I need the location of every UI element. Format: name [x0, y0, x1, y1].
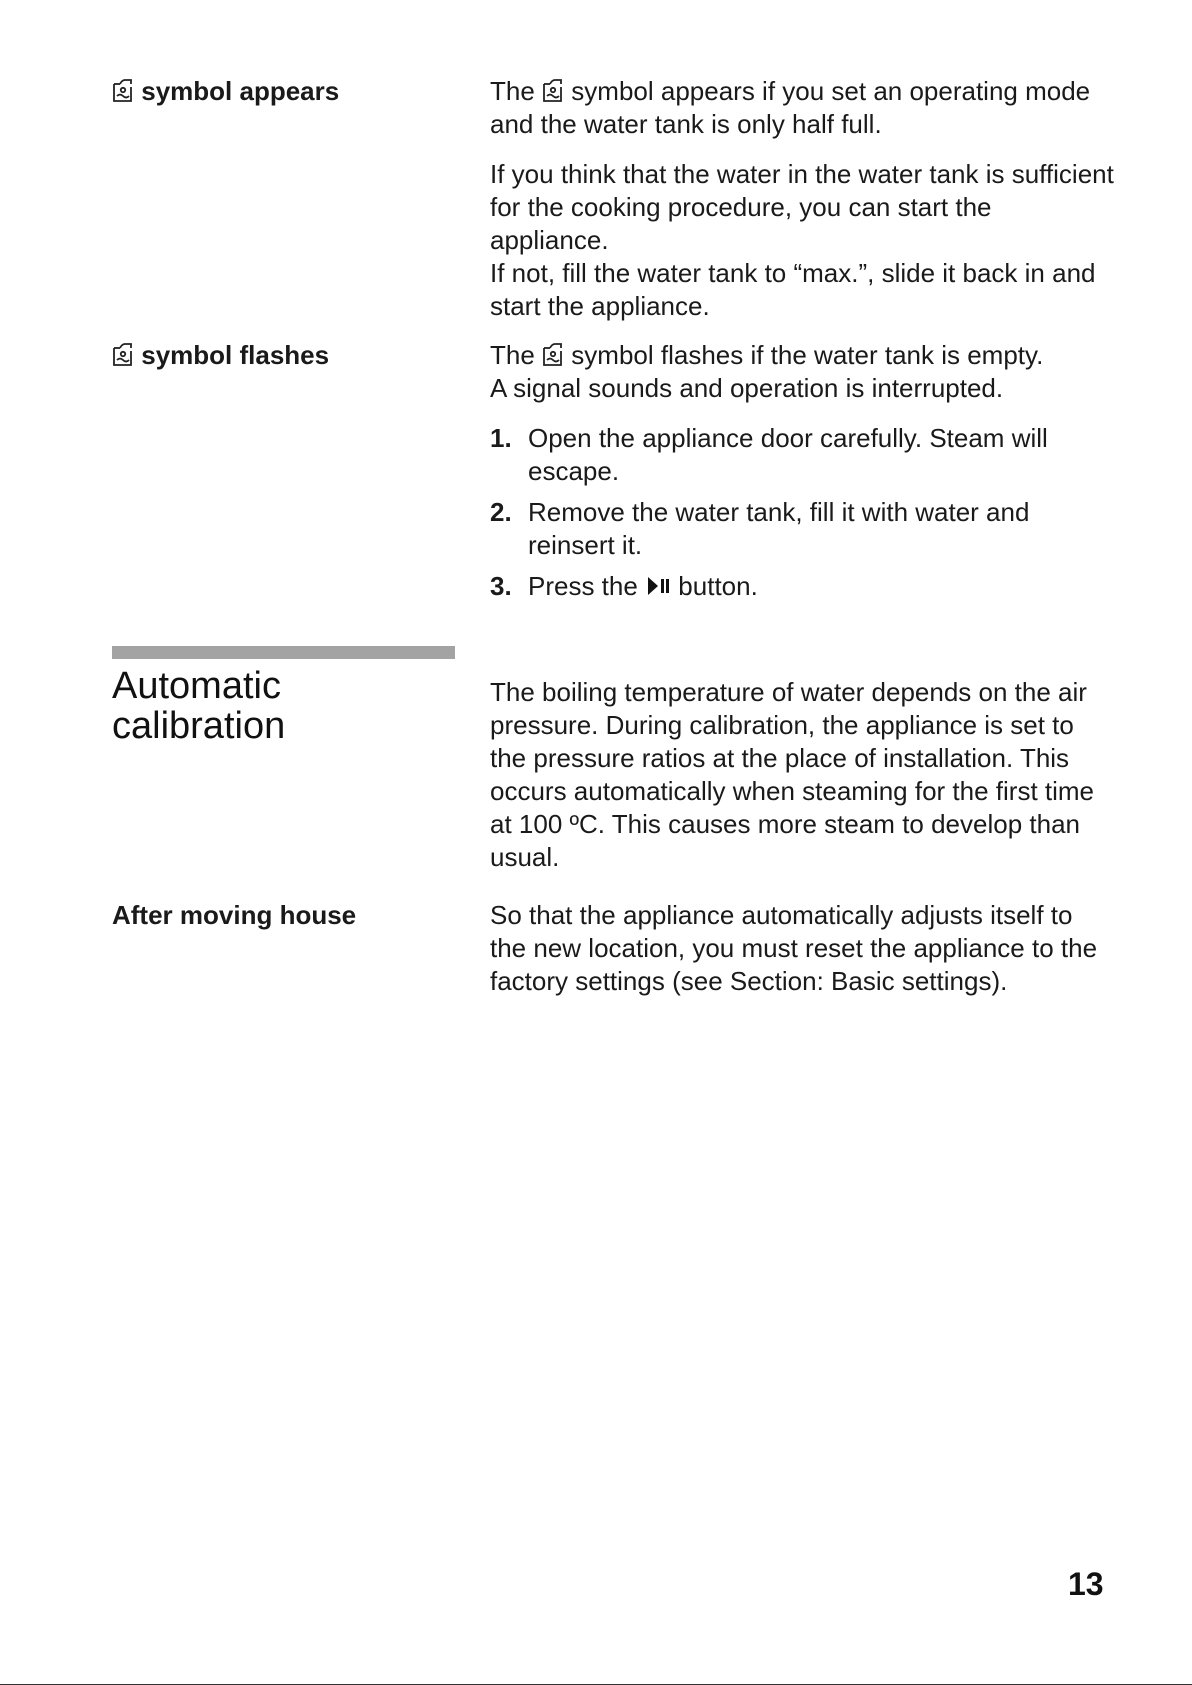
- symbol-appears-paragraph-2: If you think that the water in the water tank is sufficient for the cooking procedure, you can start the appliance.: [490, 159, 1114, 255]
- symbol-appears-label: [112, 75, 339, 108]
- play-pause-icon: [645, 575, 671, 597]
- symbol-flashes-label: [112, 339, 329, 372]
- section-heading-bar: [112, 646, 455, 659]
- step-text: Open the appliance door carefully. Steam will escape.: [528, 423, 1048, 486]
- calibration-text: The boiling temperature of water depends on the air pressure. During calibration, the appliance is set to the pressure ratios at the place of installation. This occurs automatically when steaming for the first time at 100 ºC. This causes more steam to develop than usual.: [490, 677, 1095, 872]
- symbol-flashes-paragraph-1: The symbol flashes if the water tank is empty.: [490, 340, 1044, 370]
- water-tank-icon: [542, 342, 564, 368]
- section-heading: Automatic calibration: [112, 665, 286, 747]
- symbol-flashes-text: [490, 339, 1115, 405]
- step-text: Remove the water tank, fill it with water and reinsert it.: [528, 497, 1030, 560]
- symbol-appears-text: [490, 75, 1115, 323]
- after-moving-house-text: So that the appliance automatically adjusts itself to the new location, you must reset the appliance to the factory settings (see Section: Basic settings).: [490, 900, 1098, 996]
- water-tank-icon: [112, 78, 134, 104]
- step-text: Press the button.: [528, 571, 758, 601]
- water-tank-icon: [112, 342, 134, 368]
- water-tank-icon: [542, 78, 564, 104]
- page-number: 13: [1068, 1566, 1104, 1602]
- symbol-flashes-label-text: symbol flashes: [141, 340, 330, 370]
- symbol-appears-paragraph-1: The symbol appears if you set an operating mode and the water tank is only half full.: [490, 76, 1091, 139]
- symbol-appears-paragraph-3: If not, fill the water tank to “max.”, slide it back in and start the appliance.: [490, 258, 1096, 321]
- symbol-appears-label-text: symbol appears: [141, 76, 340, 106]
- step-number: 2.: [490, 497, 512, 527]
- step-number: 3.: [490, 571, 512, 601]
- step-number: 1.: [490, 423, 512, 453]
- symbol-flashes-paragraph-2: A signal sounds and operation is interrupted.: [490, 373, 1004, 403]
- after-moving-house-label: After moving house: [112, 900, 357, 930]
